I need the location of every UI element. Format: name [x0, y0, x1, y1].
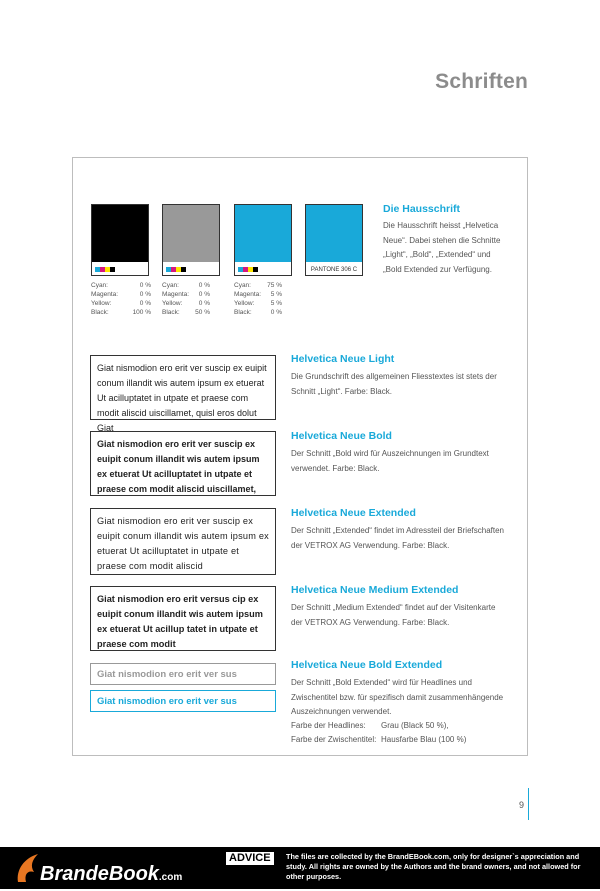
sample-light: Giat nismodion ero erit ver suscip ex euipit conum illandit wis autem ipsum ex etuerat Ut acilluptatet in utpate et praese com modit aliscid uiscillamet, quisl eros dolut Giat	[90, 355, 276, 420]
pantone-label: PANTONE 306 C	[310, 267, 358, 273]
sample-extended: Giat nismodion ero erit ver suscip ex euipit conum illandit wis autem ipsum ex etuerat Ut acilluptatet in utpate et praese com modit aliscid	[90, 508, 276, 575]
advice-label: ADVICE	[226, 852, 274, 865]
hausschrift-text: Die Hausschrift heisst „Helvetica Neue“. Dabei stehen die Schnitte „Light“, „Bold“, „Extended“ und „Bold Extended zur Verfügung.	[383, 221, 501, 274]
cmyk-chips-icon	[95, 267, 115, 272]
font-heading-extended: Helvetica Neue Extended	[291, 507, 416, 519]
color-swatch-blue	[234, 204, 292, 276]
page-number: 9	[519, 800, 525, 810]
sample-bold-extended-gray: Giat nismodion ero erit ver sus	[90, 663, 276, 685]
cmyk-chips-icon	[238, 267, 258, 272]
swatch-fill	[235, 205, 291, 262]
font-text-medium-extended: Der Schnitt „Medium Extended“ findet auf der Visitenkarte der VETROX AG Verwendung. Farbe: Black.	[291, 603, 496, 627]
hausschrift-heading: Die Hausschrift	[383, 203, 461, 215]
page-title: Schriften	[435, 70, 528, 93]
cmyk-values-black: Cyan: 0 % Magenta: 0 % Yellow: 0 % Black: 100 %	[91, 282, 151, 316]
font-text-bold: Der Schnitt „Bold wird für Auszeichnungen im Grundtext verwendet. Farbe: Black.	[291, 449, 489, 473]
swatch-fill	[163, 205, 219, 262]
color-swatch-pantone	[305, 204, 363, 276]
headline-color-line: Farbe der Headlines: Grau (Black 50 %),	[291, 721, 449, 730]
font-heading-light: Helvetica Neue Light	[291, 353, 395, 365]
font-heading-bold-extended: Helvetica Neue Bold Extended	[291, 659, 443, 671]
brand-logo: BrandeBook.com	[40, 863, 183, 885]
color-swatch-black	[91, 204, 149, 276]
color-swatch-gray	[162, 204, 220, 276]
swatch-fill	[306, 205, 362, 262]
page-number-rule	[528, 788, 529, 820]
font-text-extended: Der Schnitt „Extended“ findet im Adressteil der Briefschaften der VETROX AG Verwendung. Farbe: Black.	[291, 526, 504, 550]
swatch-fill	[92, 205, 148, 262]
font-text-bold-extended: Der Schnitt „Bold Extended“ wird für Headlines und Zwischentitel bzw. für spezifisch damit zusammenhängende Auszeichnungen verwendet.	[291, 678, 504, 716]
cmyk-values-blue: Cyan: 75 % Magenta: 5 % Yellow: 5 % Black: 0 %	[234, 282, 282, 316]
cmyk-chips-icon	[166, 267, 186, 272]
font-heading-bold: Helvetica Neue Bold	[291, 430, 392, 442]
sample-bold: Giat nismodion ero erit ver suscip ex euipit conum illandit wis autem ipsum ex etuerat Ut acilluptatet in utpate et praese com modit aliscid uiscillamet,	[90, 431, 276, 496]
font-text-light: Die Grundschrift des allgemeinen Fliesstextes ist stets der Schnitt „Light“. Farbe: Black.	[291, 372, 497, 396]
sample-medium-extended: Giat nismodion ero erit versus cip ex euipit conum illandit wis autem ipsum ex etuerat Ut acillup tatet in utpate et praese com modit	[90, 586, 276, 651]
footer-notice: The files are collected by the BrandEBook.com, only for designer`s appreciation and study. All rights are owned by the Authors and the brand owners, and not allowed for other purposes.	[286, 852, 581, 881]
sample-bold-extended-blue: Giat nismodion ero erit ver sus	[90, 690, 276, 712]
font-heading-medium-extended: Helvetica Neue Medium Extended	[291, 584, 459, 596]
subtitle-color-line: Farbe der Zwischentitel: Hausfarbe Blau (100 %)	[291, 735, 467, 744]
cmyk-values-gray: Cyan: 0 % Magenta: 0 % Yellow: 0 % Black: 50 %	[162, 282, 210, 316]
